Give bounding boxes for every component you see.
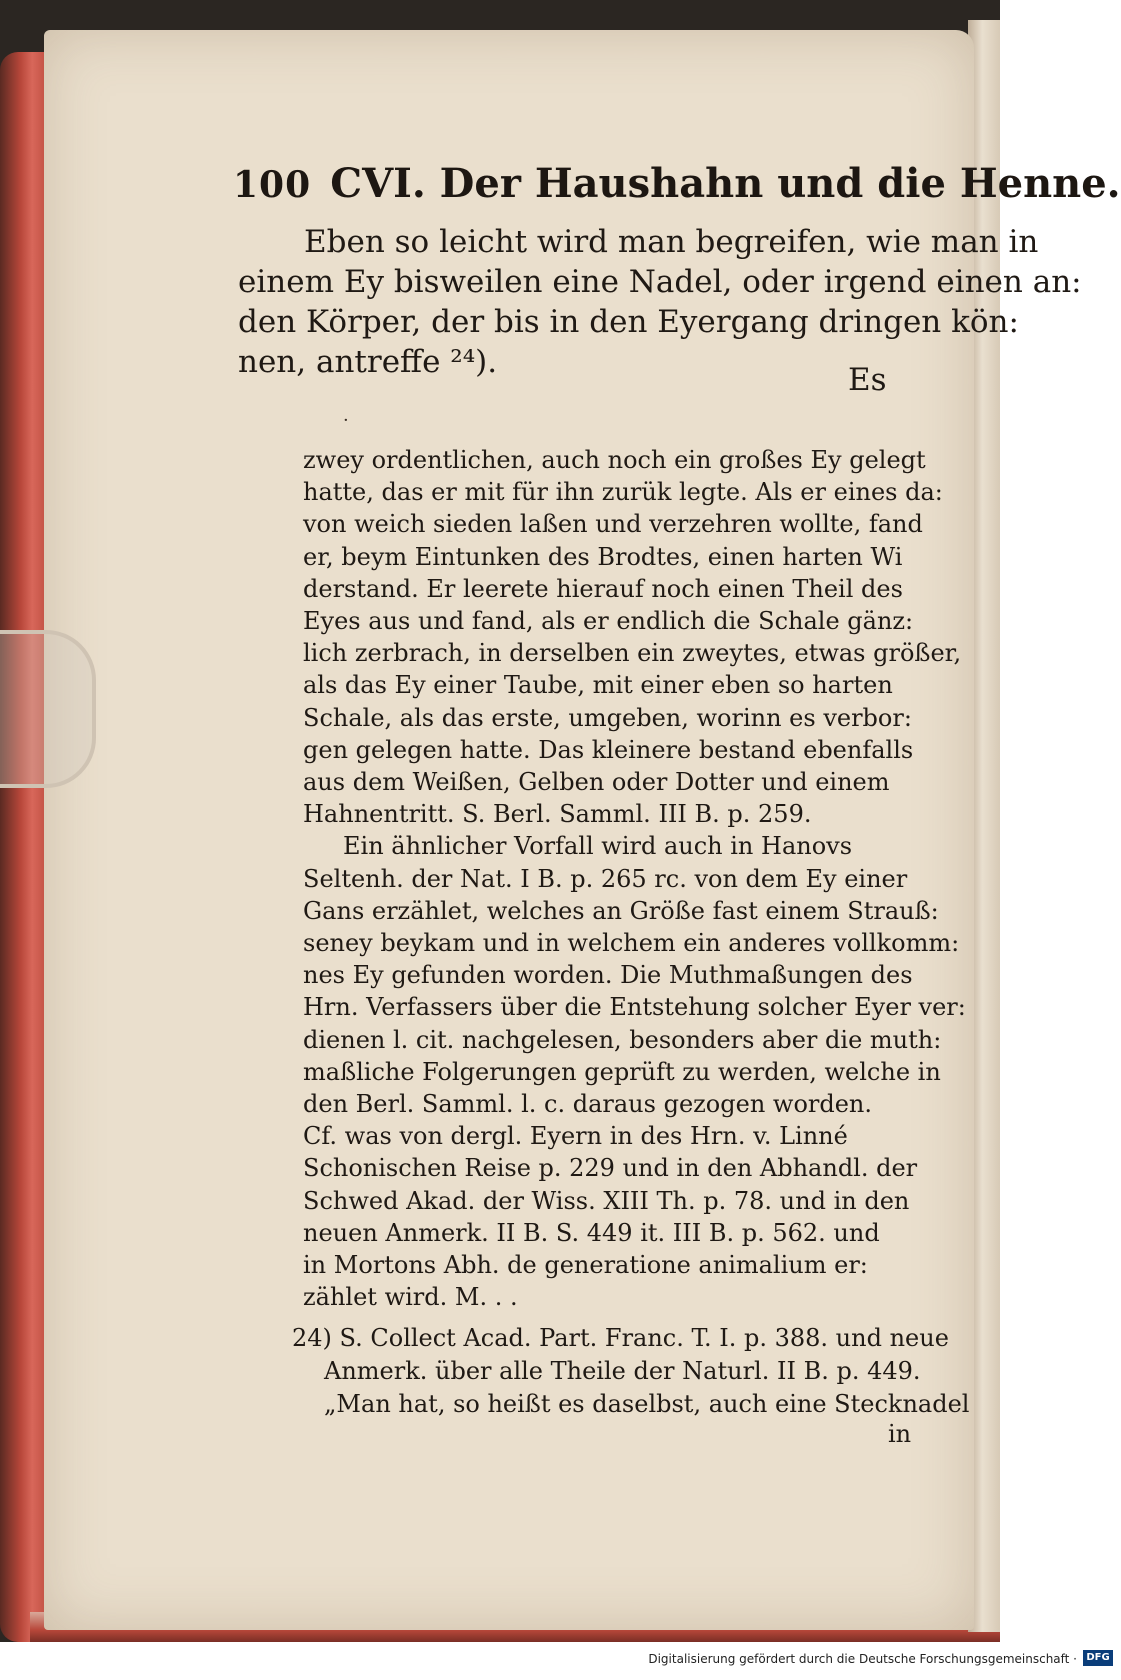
footnote-line: „Man hat, so heißt es daselbst, auch eine Stecknadel (324, 1390, 970, 1418)
text-line: Hrn. Verfassers über die Entstehung solcher Eyer ver: (303, 993, 966, 1022)
upper-paragraph (238, 222, 1082, 382)
text-line: Eben so leicht wird man begreifen, wie man in (304, 224, 1039, 260)
dfg-logo-icon: DFG (1083, 1650, 1113, 1666)
text-line: zwey ordentlichen, auch noch ein großes Ey gelegt (303, 446, 926, 474)
footnote (292, 1322, 969, 1421)
text-line: Schwed Akad. der Wiss. XIII Th. p. 78. und in den (303, 1186, 910, 1215)
text-line: Schonischen Reise p. 229 und in den Abhandl. der (303, 1154, 918, 1183)
footnote-line: Anmerk. über alle Theile der Naturl. II B. p. 449. (324, 1357, 921, 1385)
lower-paragraph (303, 444, 966, 1313)
text-line: als das Ey einer Taube, mit einer eben so harten (303, 671, 893, 700)
text-line: nen, antreffe ²⁴). (238, 344, 498, 380)
footnote-catchword: in (888, 1420, 912, 1448)
catchword: Es (848, 362, 887, 398)
text-line: lich zerbrach, in derselben ein zweytes, etwas größer, (303, 639, 962, 668)
text-line: Seltenh. der Nat. I B. p. 265 rc. von dem Ey einer (303, 864, 908, 893)
text-line: gen gelegen hatte. Das kleinere bestand ebenfalls (303, 735, 914, 764)
text-line: Hahnentritt. S. Berl. Samml. III B. p. 259. (303, 800, 812, 829)
footnote-line: 24) S. Collect Acad. Part. Franc. T. I. p. 388. und neue (292, 1324, 949, 1352)
text-line: den Berl. Samml. l. c. daraus gezogen worden. (303, 1090, 873, 1119)
text-line: Schale, als das erste, umgeben, worinn es verbor: (303, 703, 912, 732)
text-line: er, beym Eintunken des Brodtes, einen harten Wi (303, 542, 903, 571)
text-line: von weich sieden laßen und verzehren wollte, fand (303, 510, 923, 539)
text-line: Gans erzählet, welches an Größe fast einem Strauß: (303, 896, 939, 925)
text-line: derstand. Er leerete hierauf noch einen Theil des (303, 574, 903, 603)
text-line: Eyes aus und fand, als er endlich die Schale gänz: (303, 607, 914, 636)
stray-mark: · (343, 410, 349, 431)
page-title: CVI. Der Haushahn und die Henne. (330, 160, 1121, 207)
text-line: zählet wird. M. . . (303, 1283, 518, 1312)
running-header (233, 160, 1121, 207)
book-cover-edge (0, 52, 46, 1642)
text-line: seney beykam und in welchem ein anderes vollkomm: (303, 929, 960, 958)
text-line: Cf. was von dergl. Eyern in des Hrn. v. Linné (303, 1122, 848, 1151)
bookmark-clip (0, 630, 96, 788)
text-line: aus dem Weißen, Gelben oder Dotter und einem (303, 768, 890, 797)
text-line: nes Ey gefunden worden. Die Muthmaßungen des (303, 961, 913, 990)
text-line: neuen Anmerk. II B. S. 449 it. III B. p. 562. und (303, 1218, 880, 1247)
page-number: 100 (233, 164, 312, 206)
text-line: hatte, das er mit für ihn zurük legte. Als er eines da: (303, 478, 943, 507)
text-line: einem Ey bisweilen eine Nadel, oder irgend einen an: (238, 264, 1082, 300)
funding-credit: Digitalisierung gefördert durch die Deutsche Forschungsgemeinschaft · (648, 1652, 1077, 1666)
text-line: in Mortons Abh. de generatione animalium er: (303, 1251, 868, 1280)
text-line: den Körper, der bis in den Eyergang dringen kön: (238, 304, 1019, 340)
text-line: dienen l. cit. nachgelesen, besonders aber die muth: (303, 1025, 942, 1054)
text-line: maßliche Folgerungen geprüft zu werden, welche in (303, 1057, 941, 1086)
text-line: Ein ähnlicher Vorfall wird auch in Hanovs (343, 832, 853, 861)
